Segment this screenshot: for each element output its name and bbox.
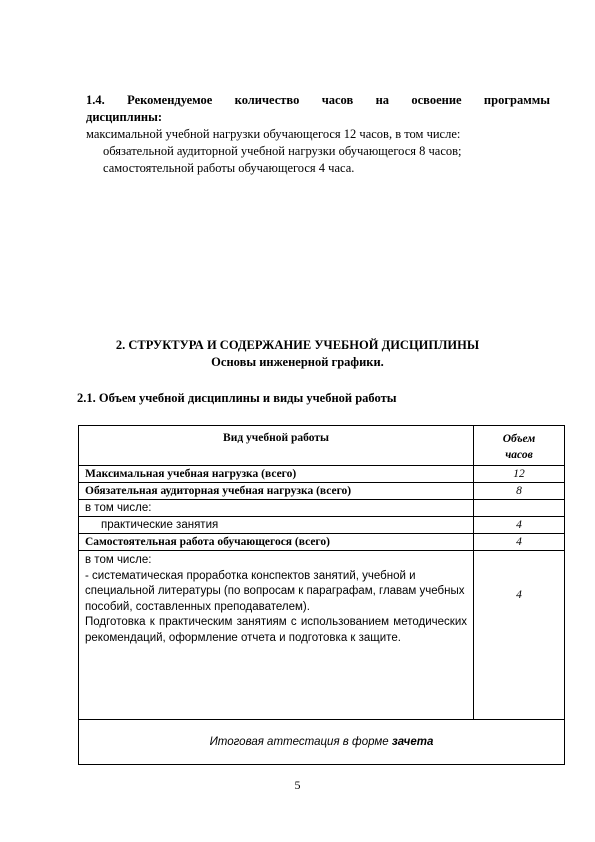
row-obligatory-value: 8 — [474, 483, 565, 500]
table-row — [79, 483, 565, 500]
table-final-row — [79, 720, 565, 765]
row-desc-value: 4 — [474, 551, 565, 720]
workload-table — [78, 425, 565, 765]
col-header-hours — [474, 426, 565, 466]
col-header-work-type: Вид учебной работы — [79, 426, 474, 466]
table-row — [79, 466, 565, 483]
section-2-title: 2. СТРУКТУРА И СОДЕРЖАНИЕ УЧЕБНОЙ ДИСЦИПЛИНЫ — [115, 338, 480, 352]
col-header-hours-line1: Объем — [502, 433, 536, 445]
section-2-subtitle: Основы инженерной графики. — [211, 355, 384, 369]
row-self-description — [79, 551, 474, 720]
row-max-value: 12 — [474, 466, 565, 483]
row-practical-label: практические занятия — [79, 517, 474, 534]
row-self-label: Самостоятельная работа обучающегося (всего) — [79, 534, 474, 551]
table-row — [79, 551, 565, 720]
row-including-label: в том числе: — [79, 500, 474, 517]
row-practical-value: 4 — [474, 517, 565, 534]
row-including-value — [474, 500, 565, 517]
col-header-hours-line2: часов — [505, 449, 533, 461]
hours-max-text: максимальной учебной нагрузки обучающегося 12 часов, в том числе: — [86, 127, 461, 141]
row-max-label: Максимальная учебная нагрузка (всего) — [79, 466, 474, 483]
table-header-row — [79, 426, 565, 466]
table-row — [79, 534, 565, 551]
hours-obligatory-text: обязательной аудиторной учебной нагрузки обучающегося 8 часов; — [103, 144, 462, 158]
row-obligatory-label: Обязательная аудиторная учебная нагрузка (всего) — [79, 483, 474, 500]
section-1-4-heading: 1.4. Рекомендуемое количество часов на освоение программы — [86, 93, 550, 107]
final-attestation-form: зачета — [391, 736, 434, 748]
row-desc-item-1: - систематическая проработка конспектов занятий, учебной и специальной литературы (по вопросам к параграфам, главам учебных пособий, составленных преподавателем). — [85, 569, 465, 613]
section-1-4 — [86, 92, 550, 177]
hours-self-text: самостоятельной работы обучающегося 4 часа. — [103, 161, 355, 175]
row-self-value: 4 — [474, 534, 565, 551]
row-desc-including: в том числе: — [85, 554, 152, 566]
section-1-4-heading-cont: дисциплины: — [86, 110, 163, 124]
table-row — [79, 517, 565, 534]
final-attestation — [79, 720, 565, 765]
table-row — [79, 500, 565, 517]
page-number: 5 — [294, 778, 301, 792]
row-desc-item-2: Подготовка к практическим занятиям с использованием методических рекомендаций, оформление отчета и подготовка к защите. — [85, 616, 467, 644]
final-attestation-prefix: Итоговая аттестация в форме — [209, 736, 392, 748]
section-2-1-heading: 2.1. Объем учебной дисциплины и виды учебной работы — [77, 391, 397, 405]
